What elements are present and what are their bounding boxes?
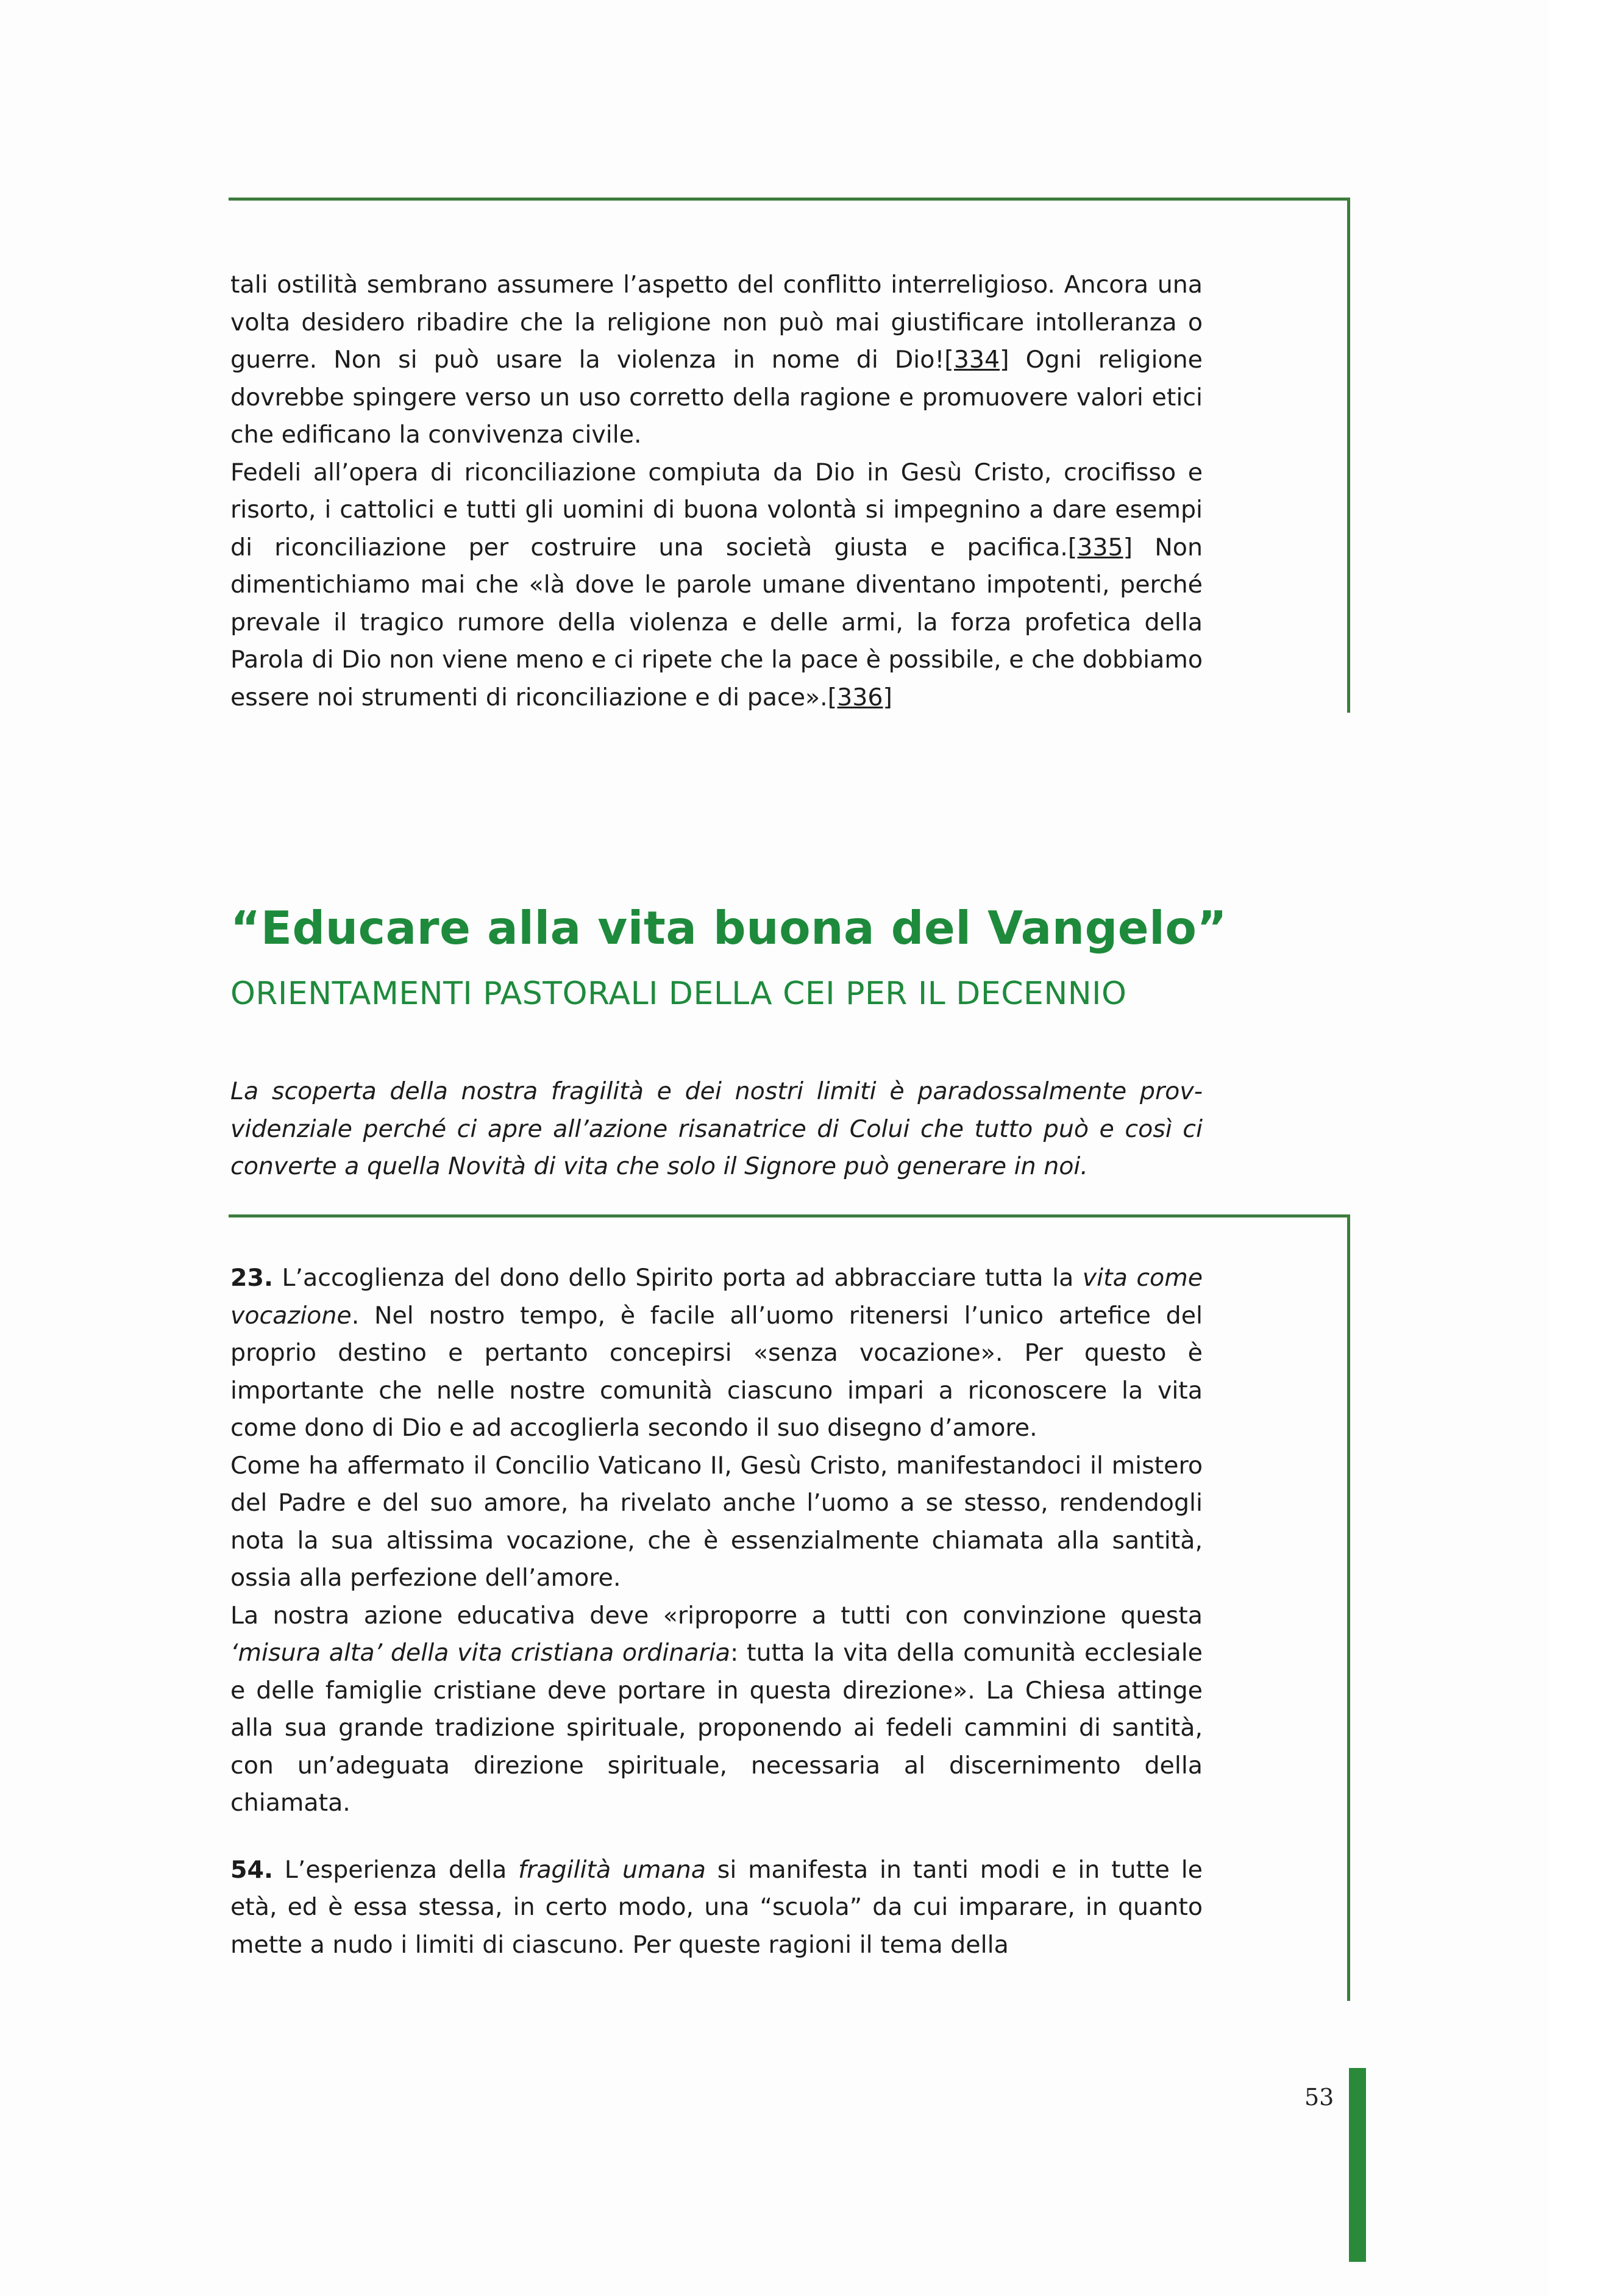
paragraph-number: 54. [230, 1855, 273, 1884]
body-text: La nostra azione educativa deve «riproporre a tutti con convinzione questa [230, 1601, 1203, 1630]
paragraph [230, 1852, 1203, 1964]
body-text: Fedeli all’opera di riconciliazione compiuta da Dio in Gesù Cristo, crocifisso e risorto, i cattolici e tutti gli uomini di buona volontà si impegnino a dare esempi di riconciliazione per costruire una società giusta e pacifica. [230, 458, 1203, 562]
section-subheading: ORIENTAMENTI PASTORALI DELLA CEI PER IL DECENNIO [230, 975, 1127, 1012]
paragraph [230, 266, 1203, 454]
body-text: tali ostilità sembrano assumere l’aspetto del conflitto interreligioso. Ancora una volta desidero ribadire che la religione non può mai giustificare intolleranza o guerre. Non si può usare la violenza in nome di Dio! [230, 271, 1203, 374]
footnote-reference[interactable]: [335] [1067, 533, 1133, 562]
intro-quote: La scoperta della nostra fragilità e dei nostri limiti è paradossalmente provvidenziale perché ci apre all’azione risanatrice di Colui che tutto può e così ci converte a quella Novità di vita che solo il Signore può generare in noi. [230, 1077, 1203, 1180]
emphasized-text: vita come vocazione [230, 1264, 1203, 1330]
footnote-reference[interactable]: [336] [827, 683, 892, 711]
section-heading: “Educare alla vita buona del Vangelo” [230, 901, 1228, 955]
emphasized-text: ‘misura alta’ della vita cristiana ordinaria [230, 1639, 730, 1667]
body-text: . Nel nostro tempo, è facile all’uomo ritenersi l’unico artefice del proprio destino e pertanto concepirsi «senza vocazione». Per questo è importante che nelle nostre comunità ciascuno impari a riconoscere la vita come dono di Dio e ad accoglierla secondo il suo disegno d’amore. [230, 1301, 1203, 1442]
body-text: Non dimentichiamo mai che «là dove le parole umane diventano impotenti, perché prevale il tragico rumore della violenza e delle armi, la forza profetica della Parola di Dio non viene meno e ci ripete che la pace è possibile, e che dobbiamo essere noi strumenti di riconciliazione e di pace». [230, 533, 1203, 711]
body-text: L’accoglienza del dono dello Spirito porta ad abbracciare tutta la [272, 1264, 1083, 1292]
paragraph-number: 23. [230, 1264, 273, 1292]
bottom-text-section [230, 1260, 1203, 1964]
body-text: Come ha affermato il Concilio Vaticano II, Gesù Cristo, manifestandoci il mistero del Padre e del suo amore, ha rivelato anche l’uomo a se stesso, rendendogli nota la sua altissima vocazione, che è essenzialmente chiamata alla santità, ossia alla perfezione dell’amore. [230, 1451, 1203, 1592]
body-text: L’esperienza della [272, 1855, 519, 1884]
paragraph [230, 454, 1203, 717]
paragraph [230, 1597, 1203, 1822]
page-edge-green-bar [1349, 2068, 1366, 2262]
body-text: si manifesta in tanti modi e in tutte le età, ed è essa stessa, in certo modo, una “scuola” da cui imparare, in quanto mette a nudo i limiti di ciascuno. Per queste ragioni il tema della [230, 1855, 1203, 1959]
body-text: Ogni religione dovrebbe spingere verso un uso corretto della ragione e promuovere valori etici che edificano la convivenza civile. [230, 346, 1203, 449]
paragraph [230, 1260, 1203, 1447]
page-number: 53 [1304, 2084, 1334, 2111]
emphasized-text: fragilità umana [518, 1855, 706, 1884]
footnote-reference[interactable]: [334] [944, 346, 1009, 374]
top-text-section [230, 266, 1203, 716]
paragraph [230, 1447, 1203, 1597]
body-text: : tutta la vita della comunità ecclesiale e delle famiglie cristiane deve portare in questa direzione». La Chiesa attinge alla sua grande tradizione spirituale, proponendo ai fedeli cammini di santità, con un’adeguata direzione spirituale, necessaria al discernimento della chiamata. [230, 1639, 1203, 1817]
